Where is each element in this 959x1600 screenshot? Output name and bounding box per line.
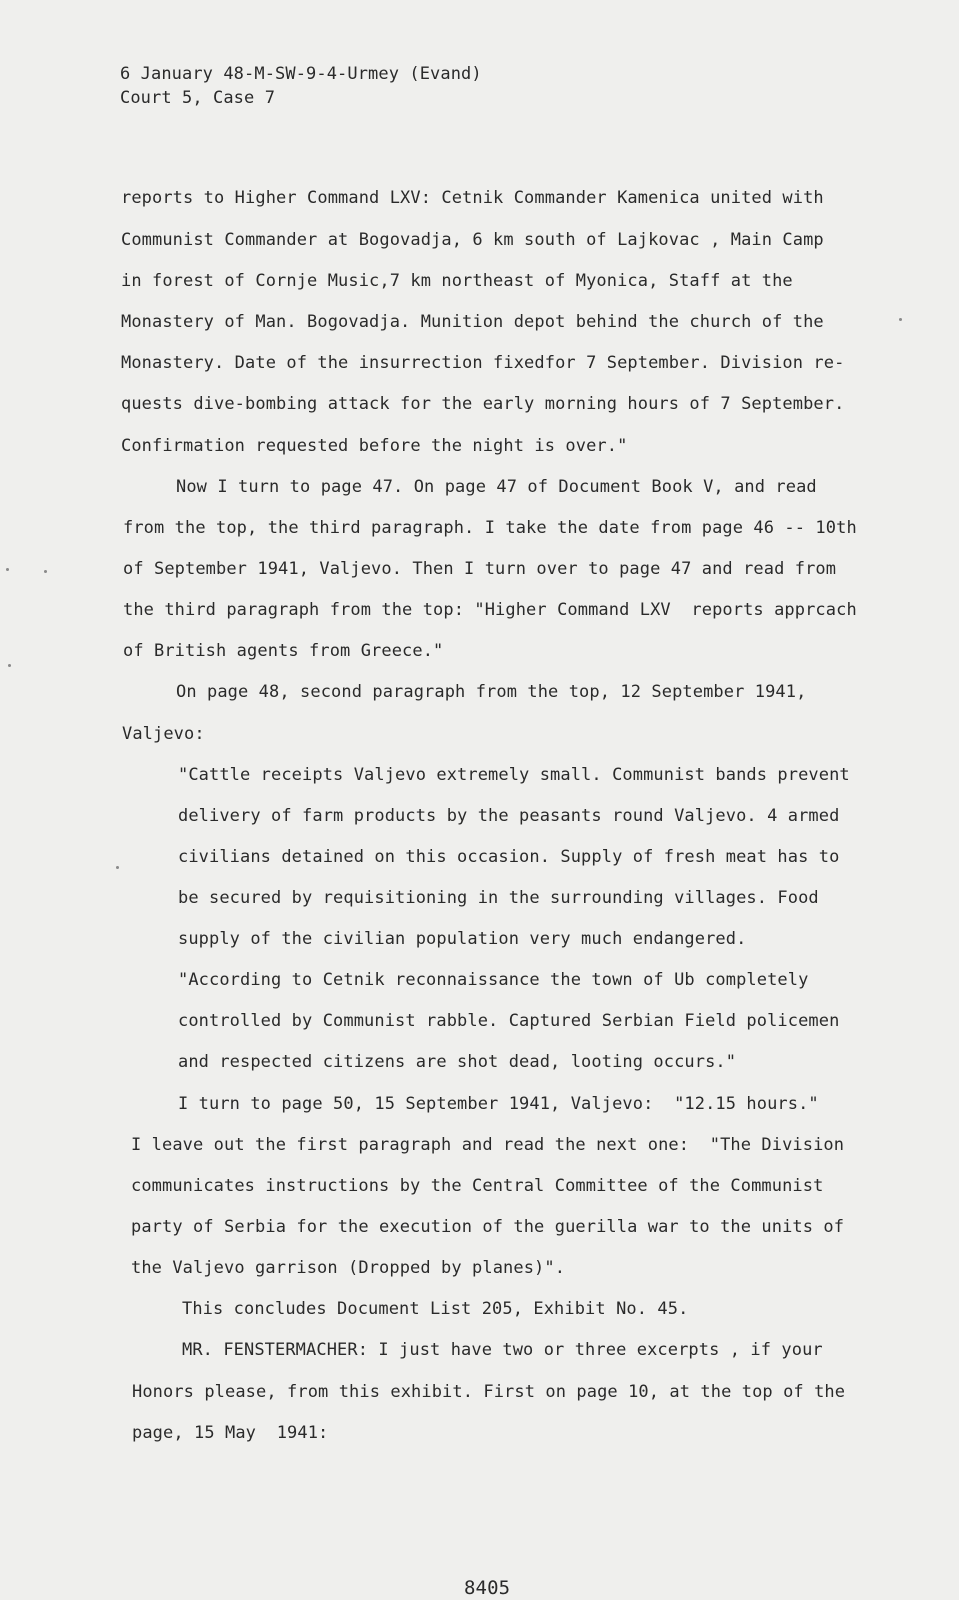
body-line: in forest of Cornje Music,7 km northeast of Myonica, Staff at the [121, 271, 793, 291]
body-line: Monastery. Date of the insurrection fixedfor 7 September. Division re- [121, 353, 845, 373]
body-line: "According to Cetnik reconnaissance the town of Ub completely [178, 970, 809, 990]
body-line: and respected citizens are shot dead, looting occurs." [178, 1052, 737, 1072]
body-line: reports to Higher Command LXV: Cetnik Commander Kamenica united with [121, 188, 824, 208]
body-line: of September 1941, Valjevo. Then I turn over to page 47 and read from [123, 559, 837, 579]
body-line: Communist Commander at Bogovadja, 6 km south of Lajkovac , Main Camp [121, 230, 824, 250]
header-line-2: Court 5, Case 7 [120, 88, 276, 108]
header-line-1: 6 January 48-M-SW-9-4-Urmey (Evand) [120, 64, 482, 84]
body-line: quests dive-bombing attack for the early morning hours of 7 September. [121, 394, 845, 414]
scan-speck [8, 664, 11, 667]
body-line: the third paragraph from the top: "Higher Command LXV reports apprcach [123, 600, 857, 620]
body-line: supply of the civilian population very much endangered. [178, 929, 747, 949]
scan-speck [6, 568, 9, 571]
page-number: 8405 [464, 1577, 511, 1599]
body-line: from the top, the third paragraph. I take the date from page 46 -- 10th [123, 518, 857, 538]
body-line: page, 15 May 1941: [132, 1423, 329, 1443]
body-line: of British agents from Greece." [123, 641, 444, 661]
body-line: be secured by requisitioning in the surrounding villages. Food [178, 888, 819, 908]
body-line: Valjevo: [122, 724, 205, 744]
body-line: This concludes Document List 205, Exhibit No. 45. [182, 1299, 689, 1319]
body-line: MR. FENSTERMACHER: I just have two or three excerpts , if your [182, 1340, 823, 1360]
body-line: On page 48, second paragraph from the top, 12 September 1941, [176, 682, 807, 702]
body-line: Monastery of Man. Bogovadja. Munition depot behind the church of the [121, 312, 824, 332]
body-line: Honors please, from this exhibit. First on page 10, at the top of the [132, 1382, 846, 1402]
body-line: Now I turn to page 47. On page 47 of Document Book V, and read [176, 477, 817, 497]
scan-speck [116, 866, 119, 869]
body-line: communicates instructions by the Central Committee of the Communist [131, 1176, 824, 1196]
body-line: delivery of farm products by the peasants round Valjevo. 4 armed [178, 806, 840, 826]
body-line: I leave out the first paragraph and read the next one: "The Division [131, 1135, 845, 1155]
body-line: "Cattle receipts Valjevo extremely small. Communist bands prevent [178, 765, 850, 785]
body-line: I turn to page 50, 15 September 1941, Valjevo: "12.15 hours." [178, 1094, 819, 1114]
body-line: Confirmation requested before the night is over." [121, 436, 628, 456]
body-line: civilians detained on this occasion. Supply of fresh meat has to [178, 847, 840, 867]
body-line: controlled by Communist rabble. Captured Serbian Field policemen [178, 1011, 840, 1031]
body-line: party of Serbia for the execution of the guerilla war to the units of [131, 1217, 845, 1237]
body-line: the Valjevo garrison (Dropped by planes)". [131, 1258, 566, 1278]
scan-speck [44, 570, 47, 573]
scan-speck [899, 318, 902, 321]
